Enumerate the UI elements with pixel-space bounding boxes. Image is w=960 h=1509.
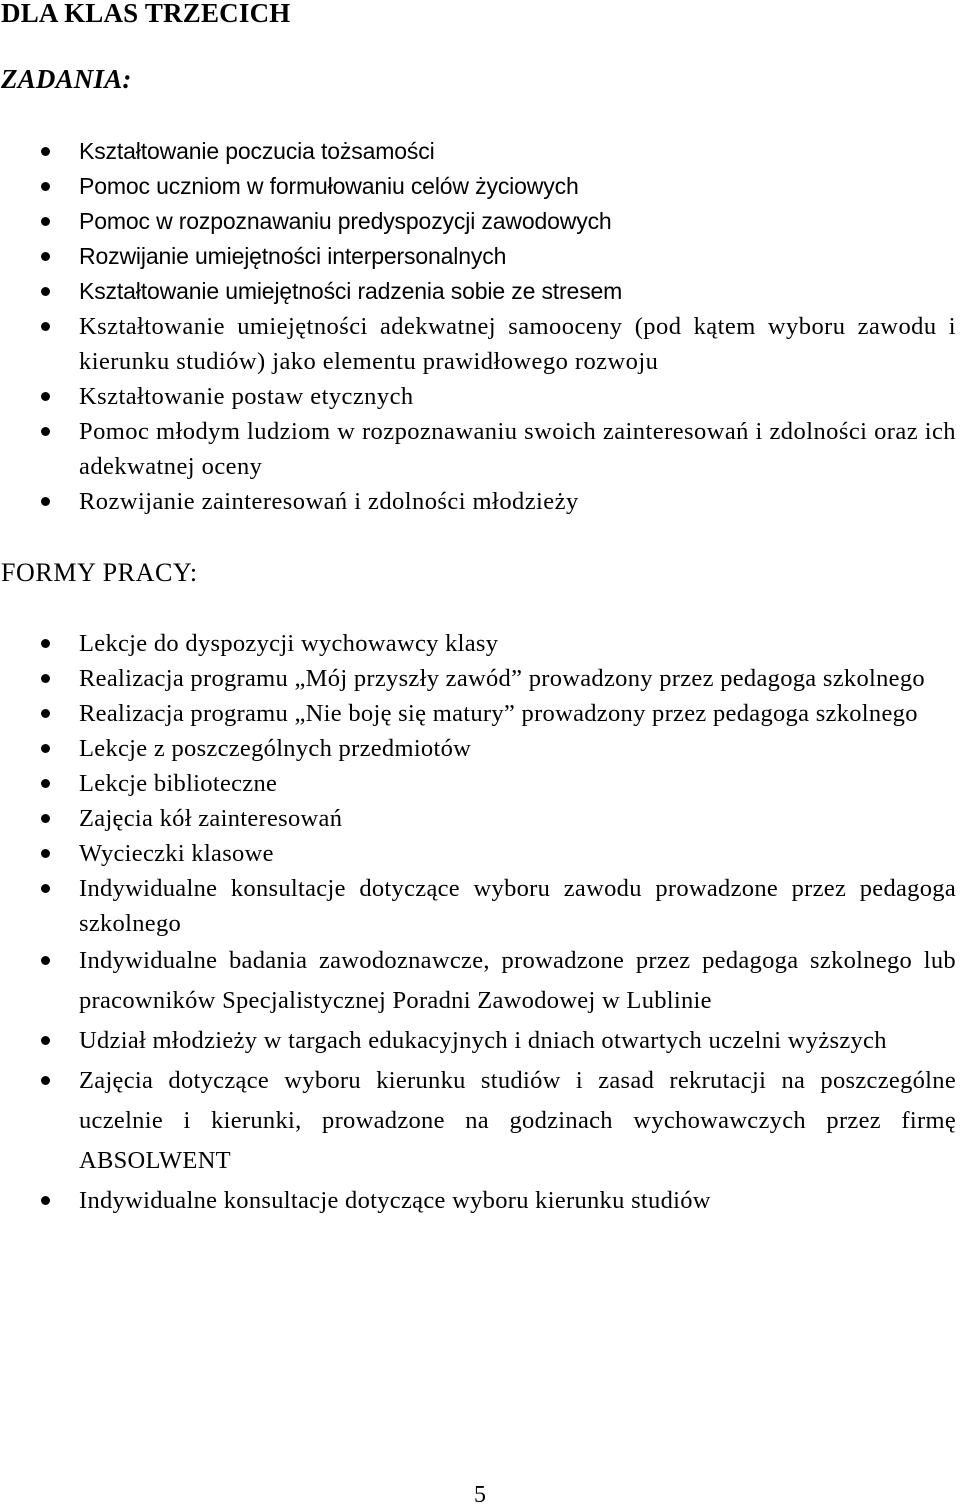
- list-item: Pomoc w rozpoznawaniu predyspozycji zawodowych: [0, 204, 956, 239]
- list-item: Lekcje z poszczególnych przedmiotów: [0, 731, 956, 766]
- list-item: Lekcje do dyspozycji wychowawcy klasy: [0, 626, 956, 661]
- list-item: Realizacja programu „Mój przyszły zawód” prowadzony przez pedagoga szkolnego: [0, 661, 956, 696]
- list-item: Rozwijanie umiejętności interpersonalnych: [0, 239, 956, 274]
- list-item: Udział młodzieży w targach edukacyjnych i dniach otwartych uczelni wyższych: [0, 1021, 956, 1061]
- list-item: Indywidualne konsultacje dotyczące wyboru zawodu prowadzone przez pedagoga szkolnego: [0, 871, 956, 941]
- tasks-list: [0, 134, 956, 519]
- forms-heading: FORMY PRACY:: [1, 558, 198, 587]
- list-item: Kształtowanie umiejętności adekwatnej samooceny (pod kątem wyboru zawodu i kierunku studiów) jako elementu prawidłowego rozwoju: [0, 309, 956, 379]
- list-item: Kształtowanie poczucia tożsamości: [0, 134, 956, 169]
- list-item: Pomoc młodym ludziom w rozpoznawaniu swoich zainteresowań i zdolności oraz ich adekwatnej oceny: [0, 414, 956, 484]
- list-item: Rozwijanie zainteresowań i zdolności młodzieży: [0, 484, 956, 519]
- list-item: Kształtowanie umiejętności radzenia sobie ze stresem: [0, 274, 956, 309]
- list-item: Pomoc uczniom w formułowaniu celów życiowych: [0, 169, 956, 204]
- page-number: 5: [474, 1482, 486, 1508]
- list-item: Kształtowanie postaw etycznych: [0, 379, 956, 414]
- list-item: Zajęcia kół zainteresowań: [0, 801, 956, 836]
- page-title: DLA KLAS TRZECICH: [1, 0, 291, 28]
- tasks-heading: ZADANIA:: [1, 64, 132, 94]
- list-item: Indywidualne badania zawodoznawcze, prowadzone przez pedagoga szkolnego lub pracowników Specjalistycznej Poradni Zawodowej w Lublinie: [0, 941, 956, 1021]
- list-item: Realizacja programu „Nie boję się matury” prowadzony przez pedagoga szkolnego: [0, 696, 956, 731]
- list-item: Lekcje biblioteczne: [0, 766, 956, 801]
- list-item: Wycieczki klasowe: [0, 836, 956, 871]
- list-item: Zajęcia dotyczące wyboru kierunku studiów i zasad rekrutacji na poszczególne uczelnie i kierunki, prowadzone na godzinach wychowawczych przez firmę ABSOLWENT: [0, 1061, 956, 1181]
- forms-list: [0, 626, 956, 1221]
- list-item: Indywidualne konsultacje dotyczące wyboru kierunku studiów: [0, 1181, 956, 1221]
